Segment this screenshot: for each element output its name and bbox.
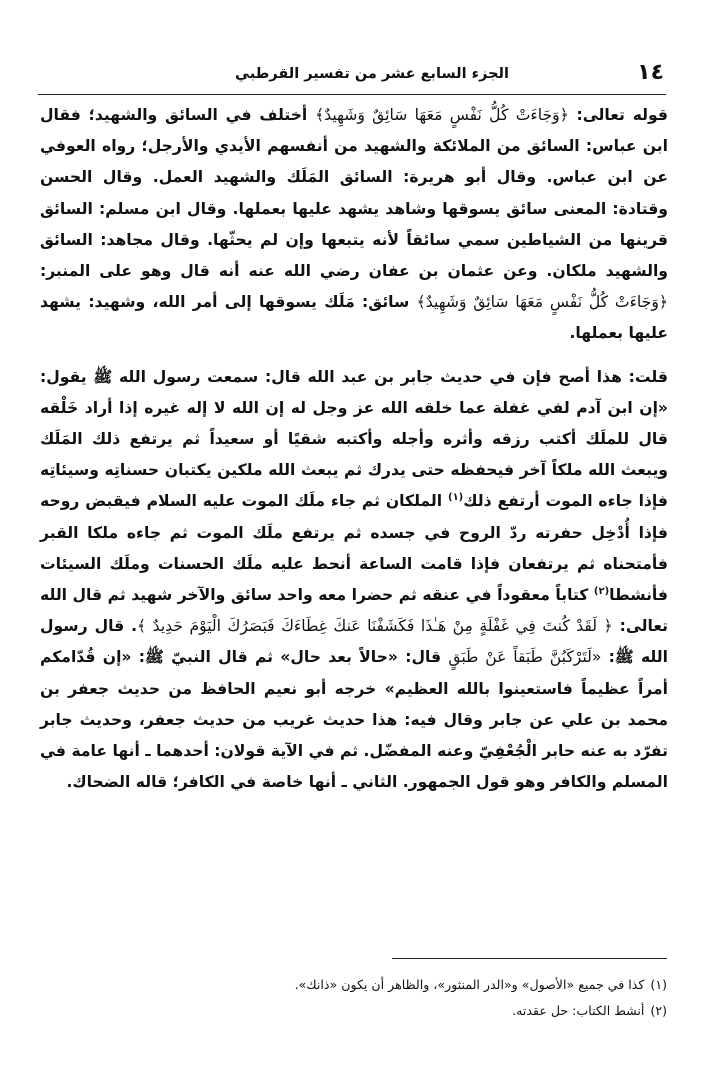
text-segment: قوله تعالى: bbox=[568, 106, 668, 124]
text-segment: أختلف في السائق والشهيد؛ فقال ابن عباس: السائق من الملائكة والشهيد من أنفسهم الأيدي والأرجل؛ رواه العوفي عن ابن عباس. وقال أبو هريرة: السائق المَلَك والشهيد العمل. وقال الحسن وقتادة: المعنى سائق يسوقها وشاهد يشهد عليها بعملها. وقال ابن مسلم: السائق قرينها من الشياطين سمي سائقاً لأنه يتبعها وإن لم يحثّها. وقال مجاهد: السائق والشهيد ملكان. وعن عثمان بن عفان رضي الله عنه أنه قال وهو على المنبر: bbox=[40, 106, 668, 281]
paragraph-2 bbox=[40, 362, 668, 799]
footnote-number: (٢) bbox=[650, 1003, 667, 1018]
footnote-divider bbox=[392, 958, 667, 959]
footnote-ref-1[interactable]: (١) bbox=[447, 492, 464, 504]
footnote-ref-2[interactable]: (٢) bbox=[593, 585, 610, 597]
page-number: ١٤ bbox=[637, 60, 664, 85]
text-segment: كتاباً معقوداً في عنقه ثم حضرا معه واحد سائق والآخر شهيد ثم قال الله تعالى: bbox=[40, 586, 669, 636]
footnote-number: (١) bbox=[650, 977, 667, 992]
quran-verse: ﴿وَجَاءَتْ كُلُّ نَفْسٍ مَعَهَا سَائِقٌ وَشَهِيدٌ﴾ bbox=[416, 293, 668, 312]
text-segment: سائق: مَلَك يسوقها إلى أمر الله، وشهيد: يشهد عليها بعملها. bbox=[40, 293, 668, 343]
footnotes bbox=[37, 972, 667, 1024]
footnote-text: كذا في جميع «الأصول» و«الدر المنثور»، والظاهر أن يكون «ذانك». bbox=[294, 977, 645, 992]
main-text bbox=[40, 100, 668, 798]
footnote-2 bbox=[37, 998, 667, 1024]
text-segment: قال: «حالاً بعد حال» ثم قال النبيّ ﷺ: «إن قُدّامكم أمراً عظيماً فاستعينوا بالله العظيم» خرجه أبو نعيم الحافظ من حديث جعفر بن محمد بن علي عن جابر وقال فيه: هذا حديث غريب من حديث جعفر، وحديث جابر تفرّد به عنه حابر الْجُعْفِيّ وعنه المفضّل. ثم في الآية قولان: أحدهما ـ أنها عامة في المسلم والكافر وهو قول الجمهور. الثاني ـ أنها خاصة في الكافر؛ قاله الضحاك. bbox=[40, 648, 668, 792]
page-header bbox=[38, 58, 666, 95]
footnote-text: أنشط الكتاب: حل عقدته. bbox=[512, 1003, 645, 1018]
text-segment: قلت: هذا أصح فإن في حديث جابر بن عبد الله قال: سمعت رسول الله ﷺ يقول: «إن ابن آدم لفي غفلة عما خلقه الله عز وجل له إن الله لا إله غيره إذا أراد خَلْقه قال للملَك أكتب رزقه وأثره وأجله وأكتبه شقيًا أو سعيداً ثم يرتفع ذلك المَلَك ويبعث الله ملكاً آخر فيحفظه حتى يدرك ثم يبعث الله ملكين يكتبان حسناتِه وسيئاتِه فإذا جاءه الموت أرتفع ذلك bbox=[40, 367, 668, 511]
quran-verse: ﴿ لَقَدْ كُنتَ فِي غَفْلَةٍ مِنْ هَـٰذَا فَكَشَفْنَا عَنكَ غِطَاءَكَ فَبَصَرُكَ الْيَوْمَ حَدِيدٌ ﴾ bbox=[137, 617, 613, 636]
text-segment: . قال رسول الله ﷺ: bbox=[40, 617, 668, 667]
quran-verse: ﴿وَجَاءَتْ كُلُّ نَفْسٍ مَعَهَا سَائِقٌ وَشَهِيدٌ﴾ bbox=[315, 106, 569, 124]
paragraph-1 bbox=[40, 100, 668, 350]
quran-verse: «لَتَرْكَبُنَّ طَبَقاً عَنْ طَبَقٍ bbox=[448, 648, 602, 667]
footnote-1 bbox=[37, 972, 667, 998]
text-segment: الملكان ثم جاء ملَك الموت عليه السلام فيقبض روحه فإذا أُدْخِل حفرته ردّ الروح في جسده ثم يرتفع ملَك الموت ثم جاءه ملكا القبر فأمتحناه ثم يرتفعان فإذا قامت الساعة أنحط عليه ملَك الحسنات وملَك السيئات فأنشطا bbox=[40, 492, 668, 605]
running-title: الجزء السابع عشر من تفسير القرطبي bbox=[235, 66, 509, 82]
